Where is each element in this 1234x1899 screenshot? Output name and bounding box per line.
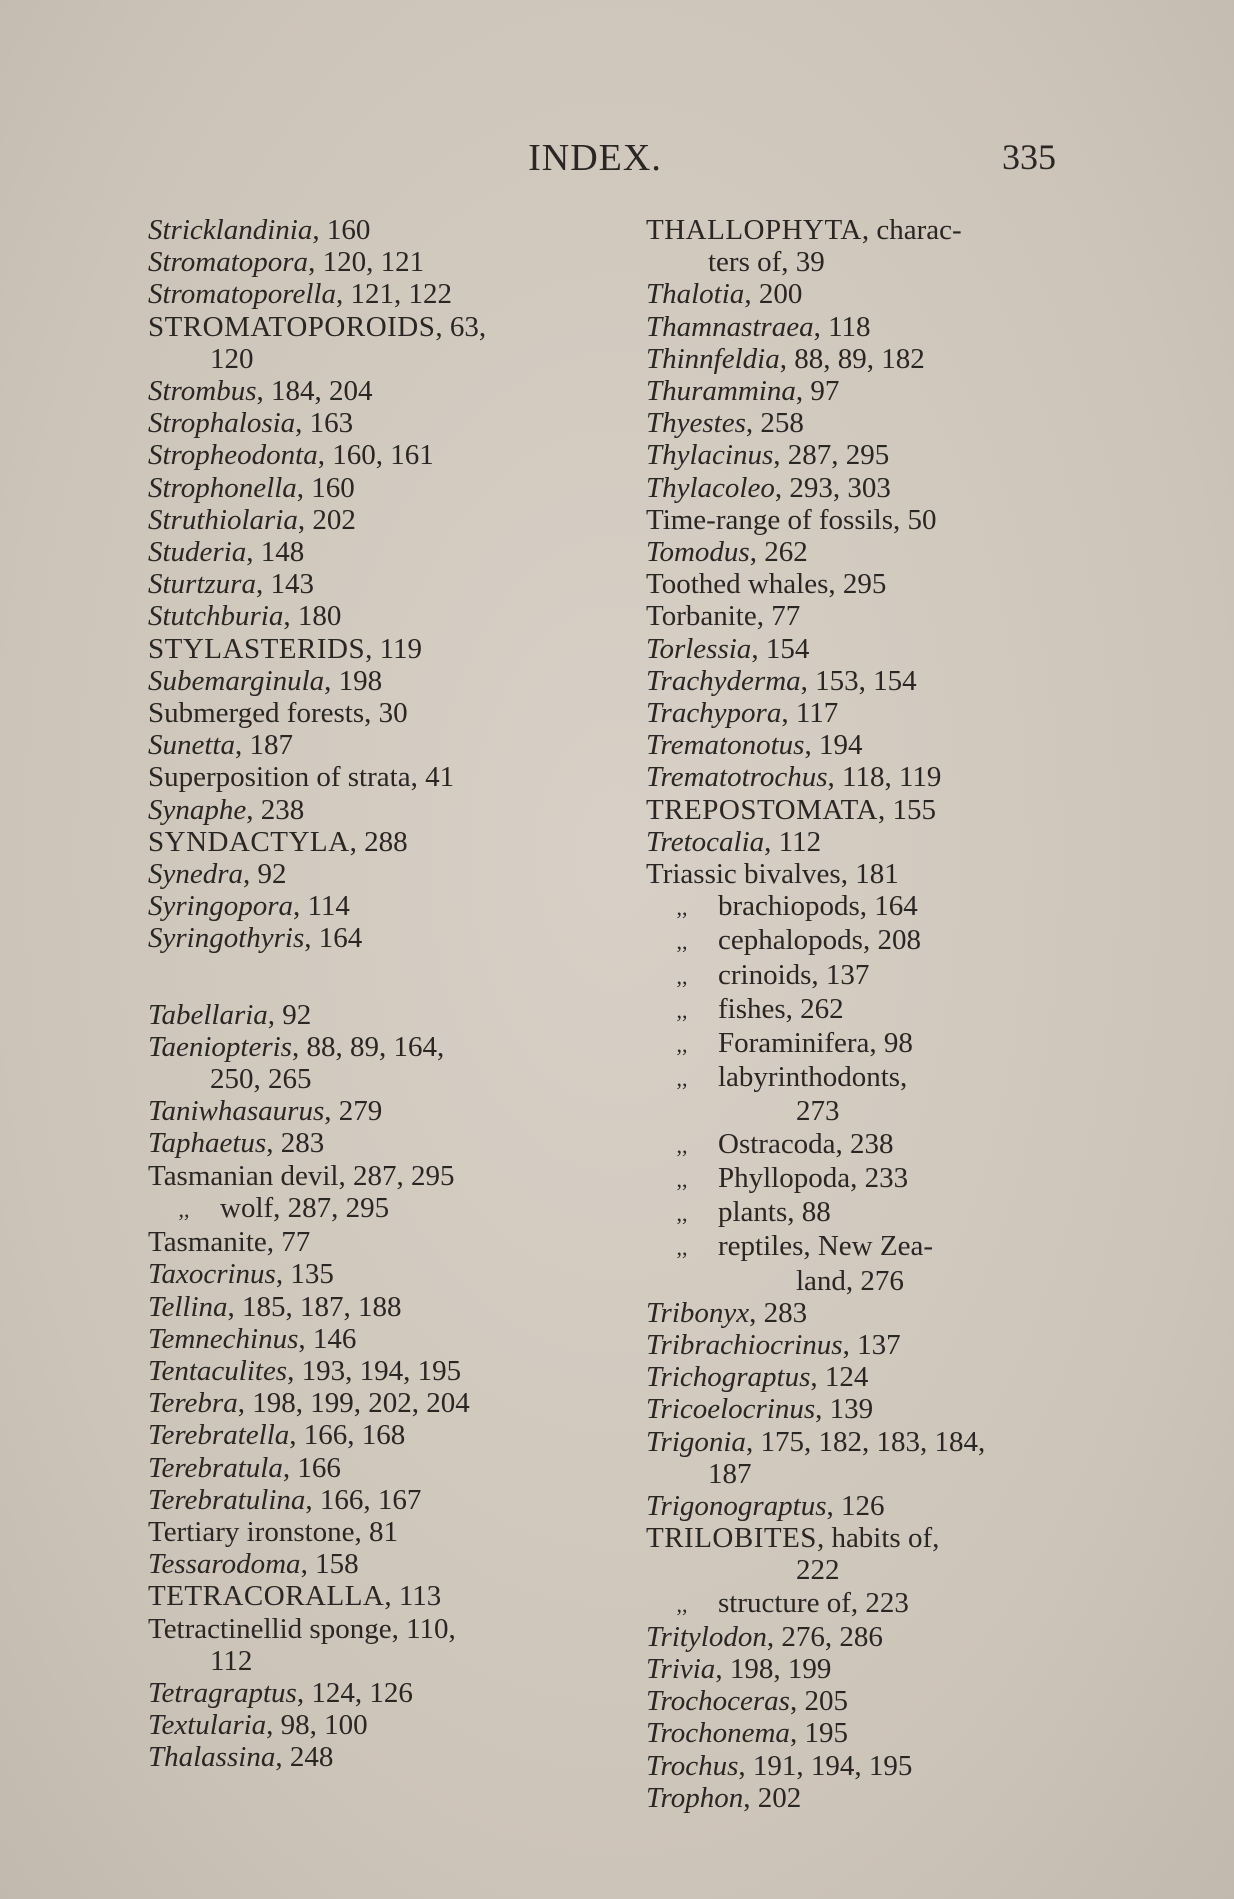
entry-page-refs: , 110, [391,1612,456,1645]
entry-term: Strombus [148,375,257,408]
index-entry [148,1516,578,1548]
index-entry [148,214,578,246]
index-continuation: 112 [210,1644,253,1677]
index-entry [646,665,1076,697]
index-subentry [646,1061,1076,1095]
entry-page-refs: , 118, 119 [827,761,942,794]
entry-term: Trachyderma [646,664,801,697]
index-entry [646,1393,1076,1425]
entry-page-refs: , 153, 154 [800,664,917,697]
index-subentry [646,890,1076,924]
index-entry [646,407,1076,439]
entry-term: Triassic bivalves [646,858,841,891]
entry-term: Sunetta [148,729,235,762]
subentry-text: structure of, 223 [718,1586,909,1619]
index-entry [646,1621,1076,1653]
entry-term: Syringopora [148,890,293,923]
entry-term: Thalotia [646,278,745,311]
index-entry [646,1490,1076,1522]
subentry-text: wolf, 287, 295 [220,1191,390,1224]
entry-term: Synedra [148,858,244,891]
index-entry [148,826,578,858]
entry-term: Tellina [148,1290,228,1323]
ditto-mark: ,, [676,1032,688,1058]
entry-page-refs: , 118 [813,310,871,343]
index-entry [148,1031,578,1063]
entry-page-refs: , 205 [789,1685,848,1718]
index-entry [148,1387,578,1419]
index-column-left [148,214,578,1774]
entry-term: Thamnastraea [646,310,814,343]
entry-page-refs: , 119 [365,632,423,665]
entry-page-refs: , 88, 89, 182 [779,342,925,375]
entry-term: Submerged forests [148,697,365,730]
entry-page-refs: , 88, 89, 164, [291,1030,445,1063]
entry-term: Thurammina [646,375,796,408]
index-subentry [646,993,1076,1027]
entry-term: Textularia [148,1709,267,1742]
index-entry [646,729,1076,761]
entry-page-refs: , 146 [298,1322,357,1355]
index-entry [646,214,1076,246]
index-entry [148,794,578,826]
index-entry [148,1548,578,1580]
entry-page-refs: , 139 [815,1393,874,1426]
index-entry [646,1426,1076,1458]
ditto-mark: ,, [676,997,688,1023]
entry-page-refs: , 160, 161 [317,439,434,472]
index-entry [148,278,578,310]
entry-term: Tertiary ironstone [148,1515,355,1548]
entry-page-refs: , 135 [275,1258,334,1291]
index-entry [646,858,1076,890]
entry-page-refs: , 248 [275,1741,334,1774]
index-subentry [646,1128,1076,1162]
entry-page-refs: , 175, 182, 183, 184, [745,1425,986,1458]
index-entry [148,1258,578,1290]
entry-term: Stromatoporella [148,278,336,311]
entry-term: Tessarodoma [148,1548,301,1581]
entry-term: Tretocalia [646,825,765,858]
index-subentry [646,924,1076,958]
index-entry [148,1226,578,1258]
entry-page-refs: , 295 [828,568,887,601]
index-entry [148,1160,578,1192]
entry-page-refs: , 194 [804,729,863,762]
index-entry [148,504,578,536]
index-entry [148,1580,578,1612]
subentry-text: plants, 88 [718,1196,831,1229]
ditto-mark: ,, [676,963,688,989]
subentry-text: crinoids, 137 [718,958,870,991]
entry-term: Terebratella [148,1419,290,1452]
entry-term: Trochonema [646,1717,790,1750]
index-entry [148,1452,578,1484]
entry-term: Thinnfeldia [646,342,780,375]
index-continuation: 187 [708,1457,752,1490]
entry-term: Thylacoleo [646,471,775,504]
ditto-mark: ,, [676,929,688,955]
entry-term: Synaphe [148,793,247,826]
ditto-mark: ,, [676,1066,688,1092]
entry-page-refs: , 148 [246,536,305,569]
entry-page-refs: , 283 [266,1127,325,1160]
entry-term: Terebratula [148,1451,283,1484]
index-entry [646,343,1076,375]
entry-term: Thylacinus [646,439,774,472]
index-entry [148,1291,578,1323]
entry-term: Trochoceras [646,1685,790,1718]
entry-term: Stropheodonta [148,439,318,472]
subentry-text: fishes, 262 [718,992,844,1025]
index-entry [646,1685,1076,1717]
index-entry [148,1127,578,1159]
entry-term: Temnechinus [148,1322,299,1355]
entry-term: THALLOPHYTA [646,214,862,246]
entry-term: Tetragraptus [148,1676,297,1709]
entry-term: Syringothyris [148,922,305,955]
entry-page-refs: , 126 [826,1489,885,1522]
entry-term: Terebra [148,1387,238,1420]
page-number: 335 [1002,137,1056,177]
entry-page-refs: , 202 [743,1781,802,1814]
index-entry [148,922,578,954]
entry-page-refs: , 77 [756,600,801,633]
index-entry [646,826,1076,858]
entry-page-refs: , 160 [312,214,371,246]
entry-page-refs: , 166, 168 [289,1419,406,1452]
entry-term: Trochus [646,1749,739,1782]
entry-term: Strophonella [148,471,297,504]
entry-page-refs: , 193, 194, 195 [287,1354,462,1387]
entry-page-refs: , 92 [267,998,312,1031]
ditto-mark: ,, [676,1166,688,1192]
entry-term: Stricklandinia [148,214,313,246]
index-continuation: 273 [796,1095,840,1128]
subentry-text: Phyllopoda, 233 [718,1161,909,1194]
subentry-text: reptiles, New Zea- [718,1230,933,1263]
entry-page-refs: , 30 [364,697,408,730]
index-entry [646,504,1076,536]
entry-term: Terebratulina [148,1483,306,1516]
entry-term: Tribonyx [646,1296,750,1329]
index-entry [646,1361,1076,1393]
entry-page-refs: , 97 [795,375,840,408]
entry-page-refs: , 279 [324,1095,383,1128]
index-entry [646,375,1076,407]
index-entry [148,858,578,890]
subentry-text: Ostracoda, 238 [718,1127,894,1160]
entry-term: Struthiolaria [148,503,298,536]
index-entry [646,761,1076,793]
entry-term: SYNDACTYLA [148,825,350,858]
entry-term: Time-range of fossils [646,503,894,536]
subentry-text: cephalopods, 208 [718,924,921,957]
index-entry [646,1782,1076,1814]
index-subentry [646,1027,1076,1061]
index-entry [148,536,578,568]
entry-page-refs: , habits of, [816,1522,940,1555]
entry-page-refs: , 258 [745,407,804,440]
entry-page-refs: , 114 [293,890,350,923]
entry-page-refs: , 137 [842,1328,901,1361]
entry-page-refs: , 288 [349,825,408,858]
entry-page-refs: , 164 [304,922,363,955]
entry-term: Strophalosia [148,407,296,440]
index-entry [646,472,1076,504]
entry-term: Stutchburia [148,600,284,633]
entry-page-refs: , 166, 167 [305,1483,422,1516]
entry-term: Trigonograptus [646,1489,827,1522]
index-entry [148,407,578,439]
index-entry [148,1323,578,1355]
entry-page-refs: , 121, 122 [335,278,452,311]
index-continuation: 250, 265 [210,1063,312,1096]
index-entry [148,1741,578,1773]
entry-page-refs: , 81 [354,1515,399,1548]
entry-term: Subemarginula [148,664,325,697]
entry-term: Toothed whales [646,568,829,601]
entry-term: Torbanite [646,600,757,633]
index-entry [148,439,578,471]
index-entry [148,246,578,278]
entry-page-refs: , 184, 204 [256,375,373,408]
entry-page-refs: , 158 [300,1548,359,1581]
entry-term: Tricoelocrinus [646,1393,816,1426]
index-entry [646,439,1076,471]
index-subentry [646,1196,1076,1230]
index-entry [148,633,578,665]
index-entry [646,1717,1076,1749]
index-entry [646,1297,1076,1329]
index-subentry [148,1192,578,1226]
ditto-mark: ,, [676,1591,688,1617]
index-entry [646,1653,1076,1685]
entry-page-refs: , 198 [324,664,383,697]
index-entry [646,278,1076,310]
entry-page-refs: , 120, 121 [308,246,425,279]
entry-term: Thalassina [148,1741,276,1774]
entry-term: Torlessia [646,632,752,665]
entry-term: TRILOBITES [646,1522,817,1555]
entry-page-refs: , 198, 199 [715,1652,832,1685]
entry-page-refs: , 41 [410,761,455,794]
entry-page-refs: , 160 [296,471,355,504]
index-column-right [646,214,1076,1814]
entry-page-refs: , 50 [893,503,937,536]
entry-page-refs: , 185, 187, 188 [227,1290,402,1323]
entry-term: Trematotrochus [646,761,828,794]
ditto-mark: ,, [676,1201,688,1227]
entry-page-refs: , 293, 303 [774,471,891,504]
index-entry [148,311,578,343]
ditto-mark: ,, [676,1132,688,1158]
entry-page-refs: , 166 [282,1451,341,1484]
entry-page-refs: , 163 [295,407,354,440]
index-entry [646,1329,1076,1361]
entry-page-refs: , 283 [749,1296,808,1329]
index-entry [148,600,578,632]
entry-page-refs: , 287, 295 [773,439,890,472]
entry-page-refs: , 187 [235,729,293,762]
subentry-text: brachiopods, 164 [718,890,918,923]
entry-page-refs: , 191, 194, 195 [738,1749,913,1782]
index-entry [148,1355,578,1387]
entry-term: STROMATOPOROIDS [148,310,436,343]
entry-page-refs: , 276, 286 [766,1620,883,1653]
entry-page-refs: , 124, 126 [296,1676,413,1709]
entry-term: Taphaetus [148,1127,267,1160]
entry-page-refs: , 181 [840,858,899,891]
entry-term: STYLASTERIDS [148,632,366,665]
entry-term: Taniwhasaurus [148,1095,325,1128]
entry-page-refs: , 155 [877,793,936,826]
index-entry [148,1095,578,1127]
entry-page-refs: , 262 [749,536,808,569]
entry-term: Taeniopteris [148,1030,292,1063]
ditto-mark: ,, [676,1235,688,1261]
index-entry [646,1522,1076,1554]
index-continuation: 222 [796,1554,840,1587]
entry-term: TREPOSTOMATA [646,793,878,826]
entry-page-refs: , 238 [246,793,305,826]
entry-page-refs: , 200 [744,278,803,311]
entry-page-refs: , 98, 100 [266,1709,368,1742]
letter-gap [148,955,578,999]
index-entry [148,665,578,697]
entry-term: Tasmanian devil [148,1159,339,1192]
index-entry [148,999,578,1031]
index-entry [148,1419,578,1451]
index-continuation: land, 276 [796,1264,904,1297]
index-subentry [646,1230,1076,1264]
index-entry [148,1677,578,1709]
entry-term: Trematonotus [646,729,805,762]
index-entry [148,1484,578,1516]
index-subentry [646,1587,1076,1621]
entry-term: Trophon [646,1781,744,1814]
index-entry [646,794,1076,826]
entry-page-refs: , 195 [789,1717,848,1750]
entry-term: Sturtzura [148,568,256,601]
entry-page-refs: , 124 [810,1361,869,1394]
entry-term: Tetractinellid sponge [148,1612,392,1645]
entry-page-refs: , 154 [751,632,810,665]
entry-page-refs: , 180 [283,600,342,633]
entry-term: Tritylodon [646,1620,767,1653]
index-entry [148,761,578,793]
entry-term: Tomodus [646,536,750,569]
index-entry [148,568,578,600]
index-continuation: ters of, 39 [708,246,825,279]
entry-term: Trachypora [646,697,782,730]
index-entry [646,536,1076,568]
entry-term: Superposition of strata [148,761,411,794]
entry-term: Tabellaria [148,998,268,1031]
index-entry [646,568,1076,600]
entry-page-refs: , 92 [243,858,287,891]
entry-page-refs: , 113 [384,1580,442,1613]
page-title: INDEX. [528,137,662,179]
index-entry [646,1750,1076,1782]
index-entry [646,633,1076,665]
entry-term: Taxocrinus [148,1258,276,1291]
subentry-text: labyrinthodonts, [718,1061,908,1094]
entry-page-refs: , 198, 199, 202, 204 [237,1387,470,1420]
ditto-mark: ,, [178,1196,190,1222]
entry-page-refs: , 202 [297,503,356,536]
index-entry [148,1613,578,1645]
entry-term: Tribrachiocrinus [646,1328,843,1361]
entry-term: Studeria [148,536,247,569]
entry-page-refs: , charac- [861,214,962,246]
index-entry [148,729,578,761]
index-entry [148,890,578,922]
ditto-mark: ,, [676,895,688,921]
index-continuation: 120 [210,342,254,375]
index-entry [646,600,1076,632]
index-entry [646,311,1076,343]
entry-term: TETRACORALLA [148,1580,385,1613]
entry-page-refs: , 63, [435,310,487,343]
index-subentry [646,959,1076,993]
index-entry [148,472,578,504]
entry-term: Trivia [646,1652,716,1685]
index-entry [646,697,1076,729]
entry-term: Stromatopora [148,246,309,279]
entry-term: Thyestes [646,407,746,440]
entry-page-refs: , 112 [764,825,822,858]
index-entry [148,697,578,729]
entry-page-refs: , 143 [255,568,314,601]
index-entry [148,1709,578,1741]
index-entry [148,375,578,407]
entry-page-refs: , 287, 295 [338,1159,455,1192]
index-subentry [646,1162,1076,1196]
entry-term: Trichograptus [646,1361,811,1394]
entry-term: Tasmanite [148,1226,267,1259]
subentry-text: Foraminifera, 98 [718,1027,913,1060]
entry-term: Tentaculites [148,1354,288,1387]
entry-page-refs: , 117 [781,697,839,730]
entry-page-refs: , 77 [266,1226,311,1259]
entry-term: Trigonia [646,1425,746,1458]
